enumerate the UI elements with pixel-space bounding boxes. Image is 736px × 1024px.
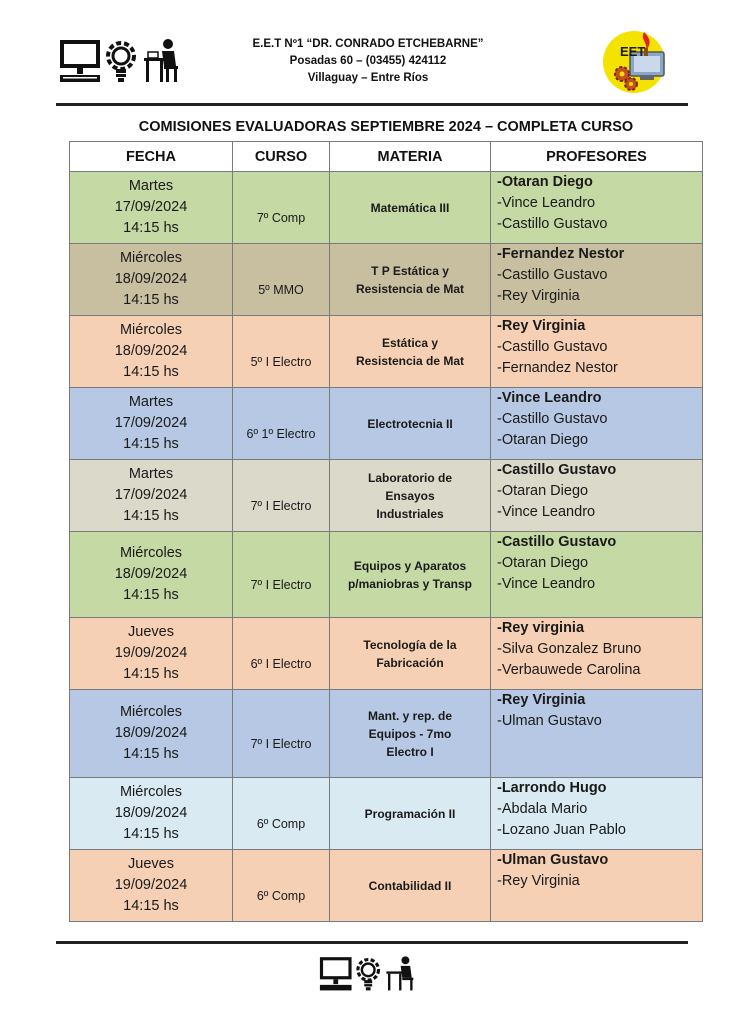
profesor-titular: -Rey Virginia	[497, 692, 586, 708]
fecha-day: Martes	[128, 466, 174, 482]
cell-curso	[233, 172, 330, 244]
header-rule	[56, 103, 688, 106]
profesor-vocal: -Abdala Mario	[497, 801, 588, 817]
school-address: Posadas 60 – (03455) 424112	[289, 55, 447, 67]
cell-curso	[233, 850, 330, 922]
materia-line: Laboratorio de	[367, 470, 452, 485]
table-row	[70, 244, 703, 316]
fecha-day: Miércoles	[119, 704, 183, 720]
table-row	[70, 316, 703, 388]
cell-fecha	[70, 244, 233, 316]
profesor-vocal: -Verbauwede Carolina	[497, 662, 641, 678]
cell-fecha	[70, 172, 233, 244]
materia-line: Electro I	[386, 744, 434, 759]
profesor-vocal: -Lozano Juan Pablo	[497, 822, 626, 838]
table-row	[70, 690, 703, 778]
cell-curso	[233, 778, 330, 850]
fecha-date: 18/09/2024	[114, 271, 188, 287]
computer-icon	[60, 40, 100, 82]
cell-fecha	[70, 690, 233, 778]
footer-student-desk-icon	[386, 956, 413, 990]
table-row	[70, 618, 703, 690]
profesor-titular: -Ulman Gustavo	[497, 852, 609, 868]
cell-curso	[233, 460, 330, 532]
column-header-profesores: PROFESORES	[491, 142, 703, 172]
badge-text: EET	[620, 44, 646, 59]
fecha-day: Jueves	[128, 856, 174, 872]
school-name: E.E.T Nº1 “DR. CONRADO ETCHEBARNE”	[252, 38, 484, 50]
cell-profesores	[491, 850, 703, 922]
cell-curso	[233, 316, 330, 388]
cell-fecha	[70, 850, 233, 922]
fecha-time: 14:15 hs	[123, 436, 179, 452]
eet-badge-logo	[600, 28, 672, 96]
materia-line: Tecnología de la	[363, 637, 457, 652]
profesor-vocal: -Rey Virginia	[497, 288, 580, 304]
cell-materia	[330, 172, 491, 244]
fecha-time: 14:15 hs	[123, 508, 179, 524]
schedule-table	[69, 141, 703, 922]
profesor-titular: -Castillo Gustavo	[497, 462, 617, 478]
curso-label: 6º Comp	[256, 888, 306, 903]
fecha-time: 14:15 hs	[123, 364, 179, 380]
fecha-time: 14:15 hs	[123, 587, 179, 603]
cell-curso	[233, 690, 330, 778]
profesor-vocal: -Castillo Gustavo	[497, 339, 608, 355]
school-info	[190, 36, 546, 87]
fecha-date: 18/09/2024	[114, 805, 188, 821]
profesor-titular: -Fernandez Nestor	[497, 246, 625, 262]
cell-curso	[233, 244, 330, 316]
materia-line: Fabricación	[376, 655, 444, 670]
cell-profesores	[491, 778, 703, 850]
fecha-date: 19/09/2024	[114, 877, 188, 893]
profesor-vocal: -Otaran Diego	[497, 555, 589, 571]
materia-line: Programación II	[364, 806, 456, 821]
cell-curso	[233, 618, 330, 690]
profesor-vocal: -Rey Virginia	[497, 873, 580, 889]
cell-fecha	[70, 460, 233, 532]
cell-materia	[330, 316, 491, 388]
fecha-time: 14:15 hs	[123, 666, 179, 682]
cell-materia	[330, 850, 491, 922]
materia-line: Resistencia de Mat	[355, 353, 465, 368]
fecha-time: 14:15 hs	[123, 898, 179, 914]
cell-profesores	[491, 244, 703, 316]
profesor-vocal: -Vince Leandro	[497, 504, 596, 520]
materia-line: Matemática III	[370, 200, 450, 215]
cell-profesores	[491, 316, 703, 388]
cell-profesores	[491, 532, 703, 618]
fecha-day: Martes	[128, 178, 174, 194]
materia-line: T P Estática y	[371, 263, 449, 278]
cell-materia	[330, 778, 491, 850]
profesor-vocal: -Castillo Gustavo	[497, 411, 608, 427]
fecha-date: 17/09/2024	[114, 487, 188, 503]
fecha-date: 17/09/2024	[114, 415, 188, 431]
fecha-day: Martes	[128, 394, 174, 410]
student-desk-icon	[144, 39, 178, 82]
profesor-titular: -Rey virginia	[497, 620, 585, 636]
materia-line: Electrotecnia II	[367, 416, 453, 431]
profesor-titular: -Vince Leandro	[497, 390, 602, 406]
profesor-titular: -Larrondo Hugo	[497, 780, 607, 796]
curso-label: 5º MMO	[258, 282, 304, 297]
table-row	[70, 388, 703, 460]
materia-line: Ensayos	[385, 488, 435, 503]
fecha-date: 18/09/2024	[114, 566, 188, 582]
materia-line: Estática y	[381, 335, 439, 350]
fecha-day: Miércoles	[119, 250, 183, 266]
materia-line: p/maniobras y Transp	[347, 576, 473, 591]
fecha-date: 17/09/2024	[114, 199, 188, 215]
profesor-vocal: -Fernandez Nestor	[497, 360, 618, 376]
column-header-curso: CURSO	[233, 142, 330, 172]
fecha-date: 19/09/2024	[114, 645, 188, 661]
cell-fecha	[70, 388, 233, 460]
profesor-vocal: -Vince Leandro	[497, 195, 596, 211]
materia-line: Industriales	[376, 506, 444, 521]
profesor-vocal: -Castillo Gustavo	[497, 267, 608, 283]
table-header-row	[70, 142, 703, 172]
profesor-vocal: -Otaran Diego	[497, 483, 589, 499]
fecha-time: 14:15 hs	[123, 220, 179, 236]
cell-curso	[233, 388, 330, 460]
cell-fecha	[70, 316, 233, 388]
table-row	[70, 172, 703, 244]
curso-label: 6º I Electro	[250, 656, 312, 671]
table-row	[70, 778, 703, 850]
table-row	[70, 460, 703, 532]
fecha-day: Miércoles	[119, 322, 183, 338]
fecha-date: 18/09/2024	[114, 343, 188, 359]
profesor-vocal: -Vince Leandro	[497, 576, 596, 592]
curso-label: 5º I Electro	[250, 354, 312, 369]
profesor-vocal: -Otaran Diego	[497, 432, 589, 448]
column-header-materia: MATERIA	[330, 142, 491, 172]
profesor-vocal: -Silva Gonzalez Bruno	[497, 641, 642, 657]
cell-materia	[330, 460, 491, 532]
curso-label: 6º Comp	[256, 816, 306, 831]
fecha-time: 14:15 hs	[123, 292, 179, 308]
curso-label: 7º Comp	[256, 210, 306, 225]
cell-materia	[330, 388, 491, 460]
cell-materia	[330, 618, 491, 690]
school-pictogram-logo	[58, 36, 186, 84]
cell-profesores	[491, 690, 703, 778]
table-row	[70, 532, 703, 618]
materia-line: Resistencia de Mat	[355, 281, 465, 296]
lightbulb-gear-icon	[108, 43, 134, 82]
cell-profesores	[491, 388, 703, 460]
fecha-date: 18/09/2024	[114, 725, 188, 741]
curso-label: 7º I Electro	[250, 736, 312, 751]
cell-profesores	[491, 172, 703, 244]
cell-materia	[330, 244, 491, 316]
school-city: Villaguay – Entre Ríos	[307, 72, 429, 84]
profesor-titular: -Rey Virginia	[497, 318, 586, 334]
materia-line: Equipos y Aparatos	[353, 558, 467, 573]
curso-label: 6º 1º Electro	[246, 426, 316, 441]
cell-profesores	[491, 460, 703, 532]
footer-pictogram-logo	[318, 954, 420, 992]
materia-line: Mant. y rep. de	[367, 708, 453, 723]
cell-curso	[233, 532, 330, 618]
document-title: COMISIONES EVALUADORAS SEPTIEMBRE 2024 – COMPLETA CURSO	[138, 119, 634, 135]
curso-label: 7º I Electro	[250, 577, 312, 592]
profesor-vocal: -Castillo Gustavo	[497, 216, 608, 232]
cell-materia	[330, 532, 491, 618]
cell-materia	[330, 690, 491, 778]
cell-profesores	[491, 618, 703, 690]
footer-rule	[56, 941, 688, 944]
materia-line: Contabilidad II	[368, 878, 452, 893]
fecha-time: 14:15 hs	[123, 746, 179, 762]
fecha-day: Miércoles	[119, 784, 183, 800]
cell-fecha	[70, 618, 233, 690]
materia-line: Equipos - 7mo	[368, 726, 452, 741]
letterhead	[0, 0, 736, 110]
column-header-fecha: FECHA	[70, 142, 233, 172]
footer-computer-icon	[320, 957, 352, 990]
curso-label: 7º I Electro	[250, 498, 312, 513]
profesor-vocal: -Ulman Gustavo	[497, 713, 602, 729]
table-row	[70, 850, 703, 922]
cell-fecha	[70, 778, 233, 850]
footer-lightbulb-gear-icon	[358, 960, 379, 991]
profesor-titular: -Otaran Diego	[497, 174, 593, 190]
fecha-day: Miércoles	[119, 545, 183, 561]
profesor-titular: -Castillo Gustavo	[497, 534, 617, 550]
fecha-day: Jueves	[128, 624, 174, 640]
cell-fecha	[70, 532, 233, 618]
fecha-time: 14:15 hs	[123, 826, 179, 842]
